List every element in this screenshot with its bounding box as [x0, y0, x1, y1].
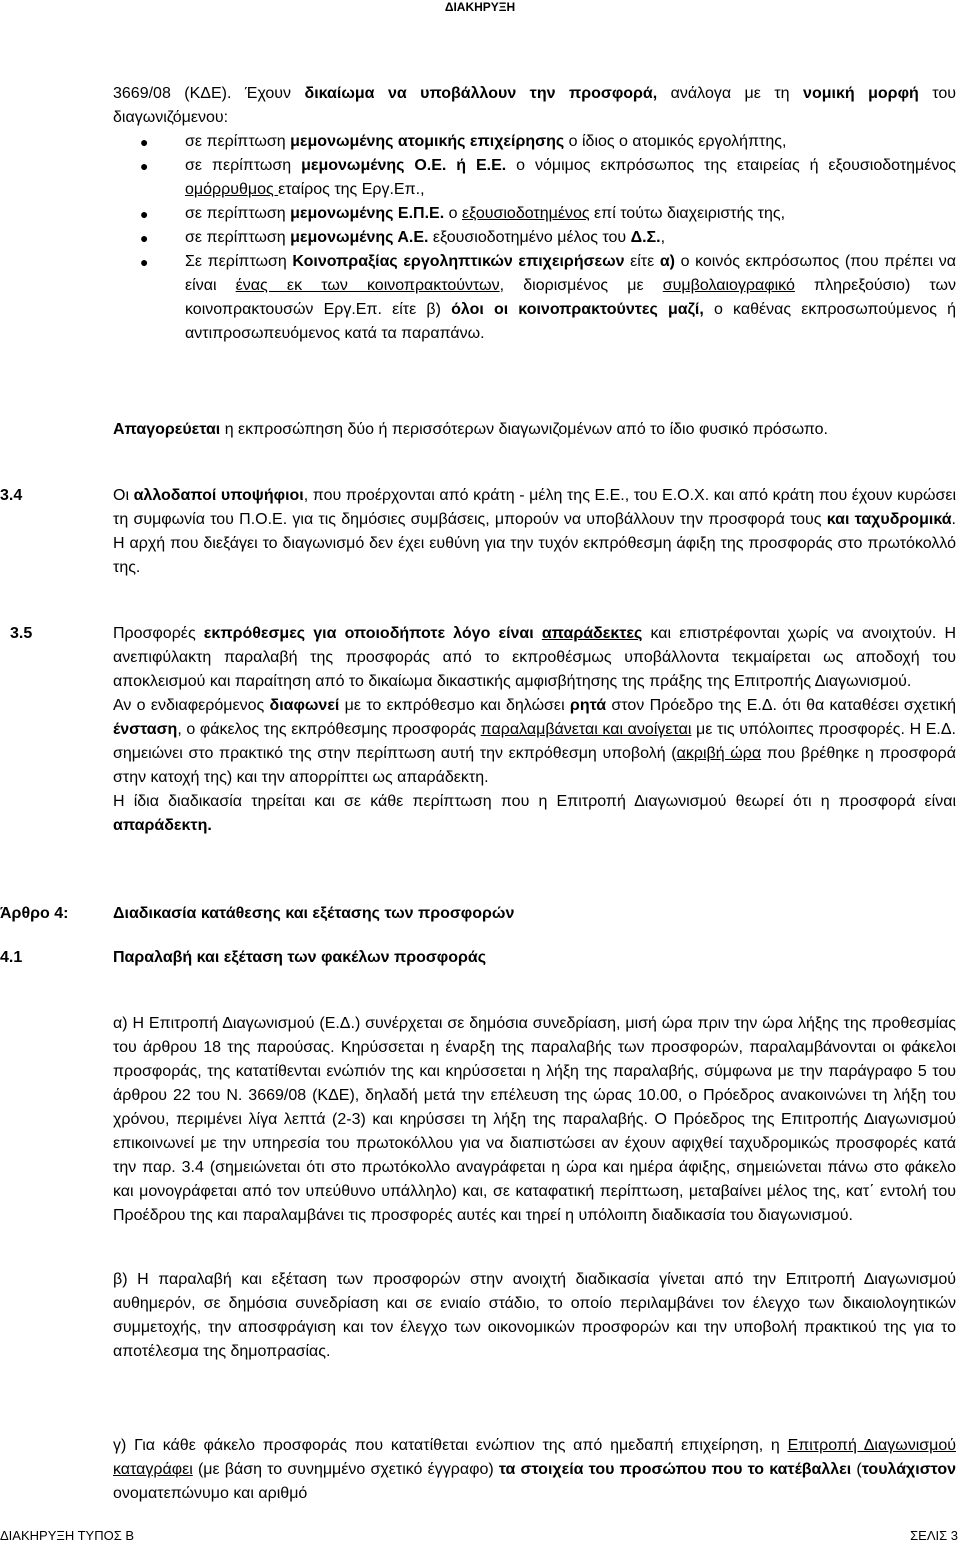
bold-text: και ταχυδρομικά [826, 511, 952, 528]
prohibition-paragraph [113, 418, 956, 442]
section-3-5-paragraph-1 [113, 622, 956, 694]
bullet-text [185, 133, 786, 150]
bold-text: απαράδεκτες [541, 625, 643, 642]
text-run: με το εκπρόθεσμο και δηλώσει [339, 697, 570, 714]
text-run: με τις υπόλοιπες προσφορές. Η Ε.Δ. σημειώνει στο πρακτικό της στην περίπτωση αυτή την εκπρόθεσμη υποβολή ( [113, 721, 956, 762]
underlined-text: ένας εκ των κοινοπρακτούντων [235, 277, 500, 294]
underlined-text: ακριβή ώρα [676, 745, 762, 762]
text-run: εταίρος της Εργ.Επ., [278, 181, 425, 198]
bullet-icon: ● [140, 158, 149, 174]
text-run: εξουσιοδοτημένο μέλος του [428, 229, 631, 246]
eligibility-bullet-list [113, 130, 956, 346]
list-item [113, 130, 956, 154]
bold-text: τα στοιχεία του προσώπου που το κατέβαλλει [498, 1461, 852, 1478]
text-run: σε περίπτωση [185, 229, 291, 246]
bold-text: διαφωνεί [269, 697, 340, 714]
text-run: ονοματεπώνυμο και αριθμό [113, 1485, 308, 1502]
text-run: η εκπροσώπηση δύο ή περισσότερων διαγωνιζομένων από το ίδιο φυσικό πρόσωπο. [220, 421, 828, 438]
list-item [113, 250, 956, 346]
paragraph-a [113, 1012, 956, 1228]
text-run: ο [444, 205, 462, 222]
footer-document-type: ΔΙΑΚΗΡΥΞΗ ΤΥΠΟΣ Β [0, 1528, 135, 1543]
text-run: ( [851, 1461, 862, 1478]
bold-text: αλλοδαποί υποψήφιοι [133, 487, 304, 504]
text-run: επί τούτω διαχειριστής της, [589, 205, 786, 222]
section-number-3-5: 3.5 [10, 625, 33, 642]
bullet-icon: ● [140, 134, 149, 150]
text-run: Οι [113, 487, 134, 504]
text-run: (με βάση το συνημμένο σχετικό έγγραφο) [192, 1461, 499, 1478]
page-header: ΔΙΑΚΗΡΥΞΗ [444, 0, 516, 14]
paragraph-b [113, 1268, 956, 1364]
footer-page-number: ΣΕΛΙΣ 3 [910, 1528, 958, 1543]
text-run: β) Η παραλαβή και εξέταση των προσφορών στην ανοιχτή διαδικασία γίνεται από την Επιτροπή Διαγωνισμού αυθημερόν, σε δημόσια συνεδρίαση και σε ενιαίο στάδιο, το οποίο περιλαμβάνει τον έλεγχο των δικαιολογητικών συμμετοχής, την αποσφράγιση και τον έλεγχο των οικονομικών προσφορών και την υποβολή πρακτικού της για το αποτέλεσμα της δημοπρασίας. [113, 1271, 956, 1360]
text-run: Αν ο ενδιαφερόμενος [113, 697, 270, 714]
text-run: σε περίπτωση [185, 205, 291, 222]
bullet-icon: ● [140, 206, 149, 222]
text-run: Προσφορές [113, 625, 204, 642]
text-run: Σε περίπτωση [185, 253, 293, 270]
underlined-text: Επιτροπή Διαγωνισμού καταγράφει [113, 1437, 956, 1478]
bullet-icon: ● [140, 254, 149, 270]
article-4-title: Διαδικασία κατάθεσης και εξέτασης των προσφορών [113, 905, 515, 922]
text-run: και επιστρέφονται χωρίς να ανοιχτούν. Η ανεπιφύλακτη παραλαβή της προσφοράς από το εκπροθέσμως υποβάλλοντα τεκμαίρεται ως αποδοχή του αποκλεισμού και παραίτηση από το δικαίωμα δικαστικής αμφισβήτησης της πράξης της Επιτροπής Διαγωνισμού. [113, 625, 957, 690]
bold-text: δικαίωμα να υποβάλλουν την προσφορά, [304, 85, 658, 102]
text-run: ο νόμιμος εκπρόσωπος της εταιρείας ή εξουσιοδοτημένος [506, 157, 956, 174]
text-run: πληρεξούσιο) των κοινοπρακτουσών Εργ.Επ. είτε β) [185, 277, 957, 318]
bold-text: μεμονωμένης Ε.Π.Ε. [290, 205, 445, 222]
text-run: στον Πρόεδρο της Ε.Δ. ότι θα καταθέσει σχετική [606, 697, 956, 714]
list-item [113, 154, 956, 202]
bold-text: ένσταση [113, 721, 178, 738]
text-run: Η ίδια διαδικασία τηρείται και σε κάθε περίπτωση που η Επιτροπή Διαγωνισμού θεωρεί ότι η προσφορά είναι [113, 793, 956, 810]
text-run: είτε [624, 253, 660, 270]
underlined-text: παραλαμβάνεται και ανοίγεται [480, 721, 692, 738]
section-3-5-paragraph-3 [113, 790, 956, 838]
bold-text: τουλάχιστον [861, 1461, 957, 1478]
text-run: 3669/08 (ΚΔΕ). Έχουν [113, 85, 305, 102]
text-run: , που προέρχονται από κράτη - μέλη της Ε.Ε., του Ε.Ο.Χ. και από κράτη που έχουν κυρώσει τη συμφωνία του Π.Ο.Ε. για τις δημόσιες συμβάσεις, μπορούν να υποβάλλουν την προσφορά τους [113, 487, 957, 528]
underlined-text: συμβολαιογραφικό [662, 277, 795, 294]
paragraph-c [113, 1434, 956, 1506]
bold-text: α) [659, 253, 676, 270]
text-run: , διορισμένος με [499, 277, 663, 294]
section-4-1-title: Παραλαβή και εξέταση των φακέλων προσφοράς [113, 949, 487, 966]
bold-text: μεμονωμένης ατομικής επιχείρησης [290, 133, 565, 150]
underlined-text: ομόρρυθμος [185, 181, 279, 198]
text-run: . Η αρχή που διεξάγει το διαγωνισμό δεν έχει ευθύνη για την τυχόν εκπρόθεσμη άφιξη της προσφοράς στο πρωτόκολλό της. [113, 511, 956, 576]
bold-text: Δ.Σ. [630, 229, 661, 246]
section-3-5-paragraph-2 [113, 694, 956, 790]
text-run: ο ίδιος ο ατομικός εργολήπτης, [564, 133, 787, 150]
text-run: ανάλογα με τη [657, 85, 804, 102]
bullet-text [185, 157, 956, 198]
bold-text: νομική μορφή [803, 85, 919, 102]
text-run: γ) Για κάθε φάκελο προσφοράς που κατατίθεται ενώπιον της από ημεδαπή επιχείρηση, η [113, 1437, 788, 1454]
bullet-text [185, 253, 956, 342]
text-run: του διαγωνιζόμενου: [113, 85, 956, 126]
bullet-text [185, 229, 665, 246]
text-run: , [660, 229, 666, 246]
bold-text: μεμονωμένης Ο.Ε. ή Ε.Ε. [301, 157, 507, 174]
section-number-3-4: 3.4 [0, 487, 23, 504]
bullet-text [185, 205, 785, 222]
text-run: , ο φάκελος της εκπρόθεσμης προσφοράς [177, 721, 481, 738]
section-3-4-body [113, 484, 956, 580]
underlined-text: εξουσιοδοτημένος [461, 205, 590, 222]
text-run: που βρέθηκε η προσφορά στην κατοχή της) και την απορρίπτει ως απαράδεκτη. [113, 745, 957, 786]
bullet-icon: ● [140, 230, 149, 246]
text-run: α) Η Επιτροπή Διαγωνισμού (Ε.Δ.) συνέρχεται σε δημόσια συνεδρίαση, μισή ώρα πριν την ώρα λήξης της προθεσμίας του άρθρου 18 της παρούσας. Κηρύσσεται η έναρξη της παραλαβής των προσφορών, παραλαμβάνονται οι φάκελοι προσφοράς, της κατατίθενται ενώπιόν της και κηρύσσεται η λήξη της παραλαβής, σύμφωνα με την παράγραφο 5 του άρθρου 22 του Ν. 3669/08 (ΚΔΕ), δηλαδή μετά την επέλευση της ώρας 10.00, ο Πρόεδρος ανακοινώνει τη λήξη του χρόνου, περιμένει λίγα λεπτά (2-3) και κηρύσσει τη λήξη της παραλαβής. Ο Πρόεδρος της Επιτροπής Διαγωνισμού επικοινωνεί με την υπηρεσία του πρωτοκόλλου για να διαπιστώσει αν έχουν αφιχθεί ταχυδρομικώς προσφορές κατά την παρ. 3.4 (σημειώνεται ότι στο πρωτόκολλο αναγράφεται η ώρα και ημέρα άφιξης, σημειώνεται πάνω στο φάκελο και μονογράφεται από τον υπεύθυνο υπάλληλο) και, σε καταφατική περίπτωση, μεταβαίνει μέλος της, κατ΄ εντολή του Προέδρου της και παραλαμβάνει τις προσφορές αυτές και τηρεί η υπόλοιπη διαδικασία του διαγωνισμού. [113, 1015, 956, 1224]
text-run: ο κοινός εκπρόσωπος (που πρέπει να είναι [185, 253, 957, 294]
section-number-4-1: 4.1 [0, 949, 23, 966]
bold-text: όλοι οι κοινοπρακτούντες μαζί, [451, 301, 704, 318]
list-item [113, 202, 956, 226]
text-run: σε περίπτωση [185, 157, 302, 174]
bold-text: απαράδεκτη. [113, 817, 212, 834]
bold-text: ρητά [569, 697, 607, 714]
article-4-label: Άρθρο 4: [0, 905, 69, 922]
bold-text: μεμονωμένης Α.Ε. [290, 229, 429, 246]
text-run: ο καθένας εκπροσωπούμενος ή αντιπροσωπευόμενος κατά τα παραπάνω. [185, 301, 957, 342]
text-run: σε περίπτωση [185, 133, 291, 150]
intro-paragraph [113, 82, 956, 130]
bold-text: Κοινοπραξίας εργοληπτικών επιχειρήσεων [292, 253, 625, 270]
list-item [113, 226, 956, 250]
bold-text: Απαγορεύεται [113, 421, 221, 438]
section-3-5-body [113, 622, 956, 838]
bold-text: εκπρόθεσμες για οποιοδήποτε λόγο είναι [203, 625, 542, 642]
